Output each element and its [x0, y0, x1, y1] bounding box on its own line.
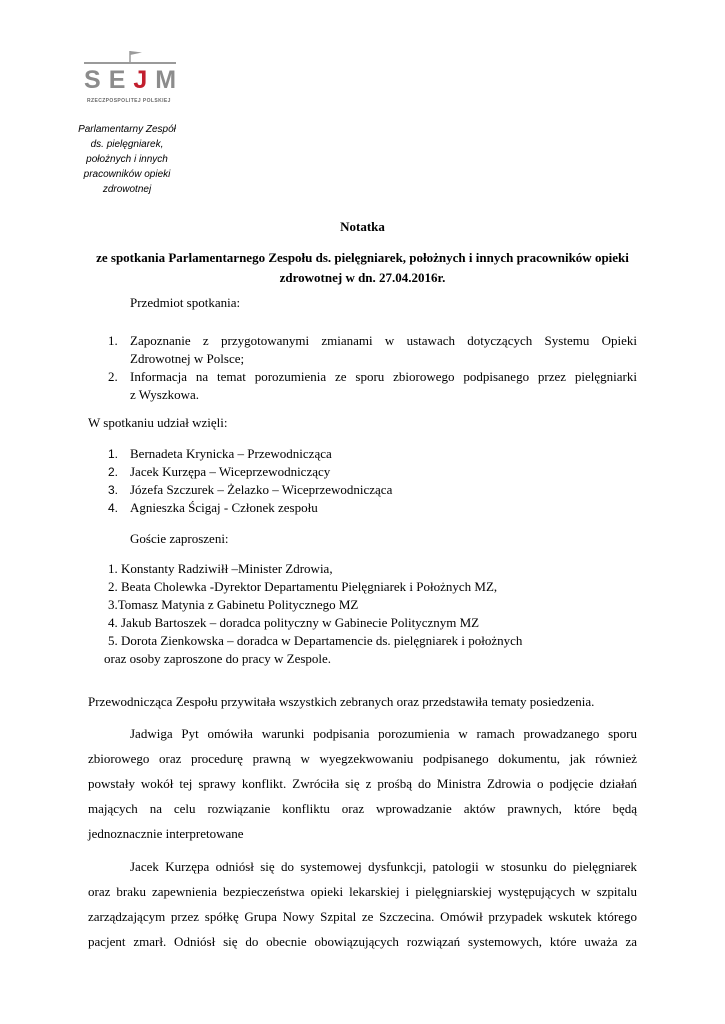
sejm-logo — [84, 50, 184, 110]
document-subtitle — [88, 248, 637, 288]
participant-number: 1. — [108, 447, 119, 461]
participant-number: 2. — [108, 465, 119, 479]
guest-line: 4. Jakub Bartoszek – doradca polityczny w Gabinecie Politycznym MZ — [108, 615, 480, 630]
intro-paragraph: Przewodnicząca Zespołu przywitała wszystkich zebranych oraz przedstawiła tematy posiedzenia. — [88, 694, 595, 709]
participant-name: Jacek Kurzępa – Wiceprzewodniczący — [130, 464, 331, 479]
subject-item-line: Zapoznanie z przygotowanymi zmianami w ustawach dotyczących Systemu Opieki — [130, 333, 637, 348]
participant-number: 3. — [108, 483, 119, 497]
participants-heading: W spotkaniu udział wzięli: — [88, 415, 228, 430]
paragraph-line: zarządzającym przez spółkę Grupa Nowy Szpital ze Szczecina. Omówił przypadek wskutek którego — [88, 909, 637, 924]
paragraph-line: Jacek Kurzępa odniósł się do systemowej dysfunkcji, patologii w stosunku do pielęgniarek — [130, 859, 637, 874]
logo-letter-j: J — [133, 66, 156, 94]
guest-line: 5. Dorota Zienkowska – doradca w Departamencie ds. pielęgniarek i położnych — [108, 633, 523, 648]
subtitle-line: ze spotkania Parlamentarnego Zespołu ds. pielęgniarek, położnych i innych pracowników opieki — [96, 250, 629, 265]
document-title: Notatka — [340, 219, 385, 234]
subject-item-line: Zdrowotnej w Polsce; — [130, 351, 245, 366]
participant-name: Agnieszka Ścigaj - Członek zespołu — [130, 500, 318, 515]
team-name-line: Parlamentarny Zespół — [78, 124, 176, 135]
paragraph-line: mających na celu rozwiązanie konfliktu oraz wprowadzanie aktów prawnych, które będą — [88, 801, 637, 816]
logo-bar — [84, 62, 176, 64]
paragraph-line: powstały wokół tej sprawy konflikt. Zwróciła się z prośbą do Ministra Zdrowia o podjęcie działań — [88, 776, 637, 791]
participant-name: Józefa Szczurek – Żelazko – Wiceprzewodnicząca — [130, 482, 393, 497]
paragraph-line: oraz braku zapewnienia bezpieczeństwa opieki lekarskiej i pielęgniarskiej występujących w szpitalu — [88, 884, 637, 899]
guest-line: 3.Tomasz Matynia z Gabinetu Politycznego MZ — [108, 597, 359, 612]
logo-letter-e: E — [108, 66, 134, 94]
subject-item-number: 1. — [108, 333, 118, 348]
logo-letter-m: M — [155, 66, 185, 94]
team-name-line: ds. pielęgniarek, — [90, 139, 164, 150]
guest-line: 1. Konstanty Radziwiłł –Minister Zdrowia, — [108, 561, 333, 576]
guest-line: 2. Beata Cholewka -Dyrektor Departamentu Pielęgniarek i Położnych MZ, — [108, 579, 498, 594]
guests-heading: Goście zaproszeni: — [130, 531, 229, 546]
logo-subtitle: RZECZPOSPOLITEJ POLSKIEJ — [87, 98, 171, 104]
team-name — [70, 122, 184, 197]
guest-line: oraz osoby zaproszone do pracy w Zespole. — [104, 651, 332, 666]
logo-wordmark — [84, 66, 184, 95]
paragraph-line: zbiorowego oraz procedurę prawną w wyegzekwowaniu podpisanego dokumentu, jak również — [88, 751, 637, 766]
participant-number: 4. — [108, 501, 119, 515]
participant-name: Bernadeta Krynicka – Przewodnicząca — [130, 446, 332, 461]
logo-letter-s: S — [84, 66, 109, 94]
subject-item-line: Informacja na temat porozumienia ze sporu zbiorowego podpisanego przez pielęgniarki — [130, 369, 637, 384]
team-name-line: zdrowotnej — [102, 184, 152, 195]
subject-item-line: z Wyszkowa. — [130, 387, 200, 402]
subject-item-number: 2. — [108, 369, 118, 384]
subject-heading: Przedmiot spotkania: — [130, 295, 241, 310]
paragraph-line: pacjent zmarł. Odniósł się do obecnie obowiązujących rozwiązań systemowych, które uważa za — [88, 934, 637, 949]
paragraph-line: jednoznacznie interpretowane — [88, 826, 244, 841]
subtitle-line: zdrowotnej w dn. 27.04.2016r. — [279, 270, 446, 285]
team-name-line: położnych i innych — [86, 154, 168, 165]
paragraph-line: Jadwiga Pyt omówiła warunki podpisania porozumienia w ramach prowadzanego sporu — [130, 726, 637, 741]
team-name-line: pracowników opieki — [83, 169, 171, 180]
